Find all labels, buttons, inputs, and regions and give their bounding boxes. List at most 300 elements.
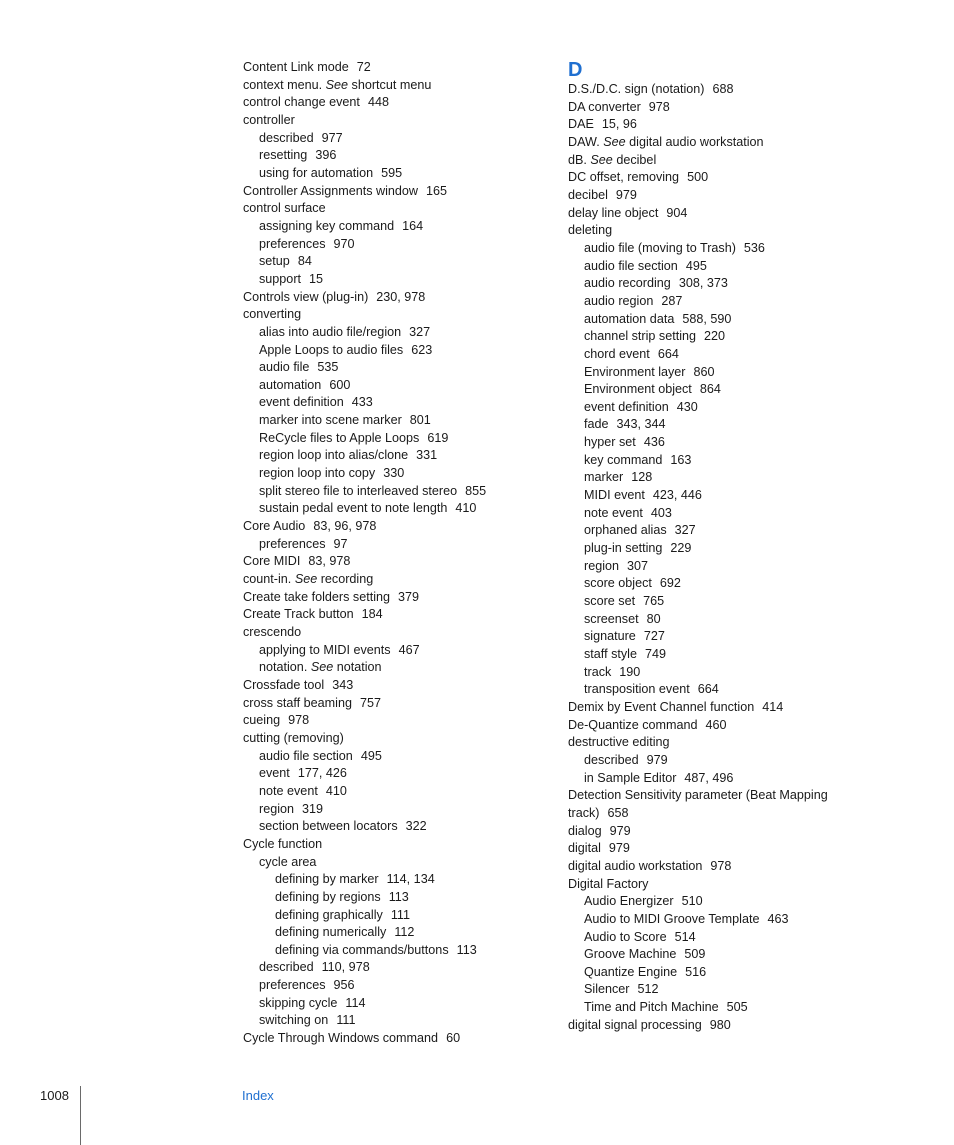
page-references: 110, 978 xyxy=(321,960,370,975)
page-references: 979 xyxy=(608,841,630,856)
index-entry xyxy=(568,505,868,523)
page-references: 165 xyxy=(426,183,448,198)
index-term: decibel xyxy=(568,187,608,202)
index-term: defining by regions xyxy=(275,889,381,904)
page-references: 319 xyxy=(302,801,324,816)
page-references: 60 xyxy=(446,1031,461,1046)
index-entry xyxy=(243,659,543,677)
index-entry xyxy=(243,306,543,324)
page-references: 220 xyxy=(704,329,726,344)
index-entry xyxy=(243,483,543,501)
see-target: digital audio workstation xyxy=(629,134,764,149)
index-entry xyxy=(243,730,543,748)
page-references: 510 xyxy=(681,894,703,909)
index-column-right xyxy=(568,59,868,1034)
index-entry xyxy=(243,801,543,819)
page-references: 688 xyxy=(712,82,734,96)
page-references: 535 xyxy=(317,360,339,375)
page-references: 664 xyxy=(657,346,679,361)
index-term: Controls view (plug-in) xyxy=(243,289,369,304)
index-term: crescendo xyxy=(243,625,302,639)
page-references: 487, 496 xyxy=(684,770,734,785)
index-entry xyxy=(243,589,543,607)
page-references: 460 xyxy=(705,717,727,732)
index-term: delay line object xyxy=(568,205,659,220)
page-references: 536 xyxy=(743,240,765,255)
index-term: chord event xyxy=(584,346,650,361)
index-entry xyxy=(568,328,868,346)
page-references: 509 xyxy=(684,947,706,962)
see-target: notation xyxy=(336,660,382,675)
page-references: 978 xyxy=(710,858,732,873)
index-term: defining graphically xyxy=(275,907,383,922)
index-entry xyxy=(243,924,543,942)
index-entry xyxy=(243,94,543,112)
index-entry xyxy=(568,540,868,558)
index-term: alias into audio file/region xyxy=(259,324,402,339)
see-target: shortcut menu xyxy=(351,77,432,92)
index-entry xyxy=(243,218,543,236)
index-term: note event xyxy=(259,783,318,798)
index-term: Audio to Score xyxy=(584,929,667,944)
page-references: 307 xyxy=(627,558,649,573)
page-references: 500 xyxy=(687,170,709,185)
index-term: channel strip setting xyxy=(584,329,697,344)
page-references: 84 xyxy=(297,254,312,269)
index-term: skipping cycle xyxy=(259,995,338,1010)
index-entry xyxy=(568,981,868,999)
index-entries-d xyxy=(568,81,868,1034)
index-entry xyxy=(568,628,868,646)
see-target: recording xyxy=(320,572,374,587)
page-references: 977 xyxy=(321,130,343,145)
page-references: 979 xyxy=(615,187,637,202)
index-term: preferences xyxy=(259,536,326,551)
index-term: key command xyxy=(584,452,663,467)
see-reference: See xyxy=(310,660,334,675)
index-entry xyxy=(243,500,543,518)
index-term: hyper set xyxy=(584,435,636,450)
page-references: 15, 96 xyxy=(601,117,637,132)
index-entry xyxy=(568,205,868,223)
index-entry xyxy=(243,695,543,713)
index-term: score object xyxy=(584,576,652,591)
index-term: region loop into alias/clone xyxy=(259,448,409,463)
page-references: 516 xyxy=(685,964,707,979)
index-entry xyxy=(568,664,868,682)
index-term: fade xyxy=(584,417,609,432)
index-entry xyxy=(568,81,868,99)
index-entry xyxy=(568,381,868,399)
page-references: 164 xyxy=(402,218,424,233)
index-term: section between locators xyxy=(259,819,398,834)
index-entry xyxy=(568,929,868,947)
page-references: 448 xyxy=(367,95,389,110)
index-entry xyxy=(243,1012,543,1030)
page-references: 512 xyxy=(637,982,659,997)
index-term: Create take folders setting xyxy=(243,589,391,604)
index-term: Quantize Engine xyxy=(584,964,678,979)
index-entry xyxy=(243,889,543,907)
index-term: ReCycle files to Apple Loops xyxy=(259,430,420,445)
index-term: De-Quantize command xyxy=(568,717,698,732)
index-entry xyxy=(568,575,868,593)
page-references: 978 xyxy=(648,99,670,114)
index-entry xyxy=(568,293,868,311)
page-references: 343 xyxy=(332,677,354,692)
page-references: 979 xyxy=(609,823,631,838)
index-term: automation xyxy=(259,377,322,392)
index-entry xyxy=(243,871,543,889)
index-entry xyxy=(568,876,868,894)
index-entry xyxy=(243,854,543,872)
index-entry xyxy=(568,823,868,841)
index-entry xyxy=(243,447,543,465)
index-term: Apple Loops to audio files xyxy=(259,342,404,357)
index-term: Controller Assignments window xyxy=(243,183,418,198)
index-term: controller xyxy=(243,112,295,127)
index-term: Audio Energizer xyxy=(584,894,674,909)
index-term: signature xyxy=(584,629,636,644)
page-references: 15 xyxy=(309,271,324,286)
section-letter: D xyxy=(568,59,583,81)
index-entry xyxy=(243,377,543,395)
index-entry xyxy=(243,959,543,977)
page-references: 163 xyxy=(670,452,692,467)
index-term: preferences xyxy=(259,978,326,993)
page-references: 495 xyxy=(685,258,707,273)
page-references: 495 xyxy=(360,748,382,763)
page-references: 979 xyxy=(646,752,668,767)
page-references: 436 xyxy=(643,435,665,450)
index-entry xyxy=(568,840,868,858)
index-term: Detection Sensitivity parameter (Beat Mapping track) xyxy=(568,788,828,820)
index-term: Cycle Through Windows command xyxy=(243,1031,439,1046)
index-entry xyxy=(568,346,868,364)
page-references: 128 xyxy=(631,470,653,485)
index-term: Digital Factory xyxy=(568,876,649,891)
index-entry xyxy=(243,271,543,289)
index-entry xyxy=(568,469,868,487)
index-term: region xyxy=(584,558,620,573)
index-entry xyxy=(568,787,858,822)
see-reference: See xyxy=(325,77,349,92)
see-reference: See xyxy=(603,134,626,149)
index-term: MIDI event xyxy=(584,488,645,503)
index-term: setup xyxy=(259,254,290,269)
index-term: Groove Machine xyxy=(584,947,677,962)
index-entry xyxy=(568,699,868,717)
index-entry xyxy=(243,342,543,360)
index-term: split stereo file to interleaved stereo xyxy=(259,483,458,498)
index-entry xyxy=(568,646,868,664)
page-references: 970 xyxy=(333,236,355,251)
index-entry xyxy=(568,416,868,434)
index-term: defining by marker xyxy=(275,872,379,887)
index-entry xyxy=(243,783,543,801)
index-entry xyxy=(568,116,868,134)
page-references: 330 xyxy=(383,466,405,481)
index-entry xyxy=(568,858,868,876)
index-term: support xyxy=(259,271,302,286)
index-entry xyxy=(568,311,868,329)
index-entry xyxy=(243,130,543,148)
page-number: 1008 xyxy=(40,1088,69,1103)
index-term: region xyxy=(259,801,295,816)
index-term: resetting xyxy=(259,148,308,163)
page-references: 83, 96, 978 xyxy=(313,519,377,534)
index-entry xyxy=(568,770,868,788)
index-term: cycle area xyxy=(259,854,317,869)
see-target: decibel xyxy=(616,152,657,167)
index-term: notation. xyxy=(259,660,308,675)
page-references: 343, 344 xyxy=(616,417,666,432)
page-references: 331 xyxy=(416,448,438,463)
index-term: audio file (moving to Trash) xyxy=(584,240,736,255)
index-term: converting xyxy=(243,307,302,322)
index-entry xyxy=(243,324,543,342)
page-references: 757 xyxy=(359,695,381,710)
index-term: defining numerically xyxy=(275,925,387,940)
page-references: 423, 446 xyxy=(652,488,702,503)
index-term: DC offset, removing xyxy=(568,170,680,185)
index-entry xyxy=(243,359,543,377)
index-entry xyxy=(568,964,868,982)
index-term: described xyxy=(584,752,639,767)
page-references: 904 xyxy=(666,205,688,220)
index-entry xyxy=(568,946,868,964)
index-term: note event xyxy=(584,505,643,520)
page-references: 327 xyxy=(409,324,431,339)
index-term: deleting xyxy=(568,223,613,238)
index-term: event definition xyxy=(584,399,669,414)
index-entry xyxy=(243,977,543,995)
index-entry xyxy=(243,289,543,307)
page-references: 588, 590 xyxy=(682,311,732,326)
index-term: automation data xyxy=(584,311,675,326)
page-references: 111 xyxy=(336,1013,356,1028)
index-entry xyxy=(243,59,543,77)
see-reference: See xyxy=(590,152,613,167)
index-term: DAW. xyxy=(568,134,600,149)
index-term: cross staff beaming xyxy=(243,695,352,710)
page-references: 433 xyxy=(351,395,373,410)
index-term: Cycle function xyxy=(243,836,323,851)
section-label: Index xyxy=(242,1088,274,1103)
index-term: audio file xyxy=(259,360,310,375)
page-references: 80 xyxy=(646,611,661,626)
footer-divider xyxy=(80,1086,81,1145)
page-references: 623 xyxy=(411,342,433,357)
page-references: 114 xyxy=(345,995,366,1010)
page-references: 463 xyxy=(767,911,789,926)
index-term: in Sample Editor xyxy=(584,770,677,785)
page-references: 403 xyxy=(650,505,672,520)
page-references: 980 xyxy=(709,1017,731,1032)
page-references: 692 xyxy=(659,576,681,591)
page-references: 978 xyxy=(288,713,310,728)
index-entry xyxy=(243,995,543,1013)
index-entry xyxy=(243,765,543,783)
index-term: DAE xyxy=(568,117,594,132)
index-term: Environment object xyxy=(584,382,692,397)
index-entry xyxy=(243,465,543,483)
index-term: using for automation xyxy=(259,165,374,180)
index-entry xyxy=(243,77,543,95)
index-entry xyxy=(568,169,868,187)
index-entry xyxy=(243,183,543,201)
index-entry xyxy=(568,1017,868,1035)
index-entry xyxy=(568,152,868,170)
page-references: 664 xyxy=(697,682,719,697)
index-entry xyxy=(243,165,543,183)
index-term: D.S./D.C. sign (notation) xyxy=(568,82,705,96)
index-term: marker xyxy=(584,470,624,485)
index-term: event xyxy=(259,766,290,781)
index-term: Core Audio xyxy=(243,519,306,534)
index-entry xyxy=(568,911,868,929)
index-entry xyxy=(243,536,543,554)
index-entry xyxy=(568,893,868,911)
index-term: preferences xyxy=(259,236,326,251)
index-entry xyxy=(243,1030,543,1048)
page-references: 860 xyxy=(693,364,715,379)
page-references: 97 xyxy=(333,536,348,551)
index-term: Create Track button xyxy=(243,607,354,622)
index-term: marker into scene marker xyxy=(259,413,402,428)
index-entry xyxy=(243,907,543,925)
page-references: 113 xyxy=(388,889,409,904)
page-references: 619 xyxy=(427,430,449,445)
index-entry xyxy=(243,430,543,448)
index-entry xyxy=(568,99,868,117)
index-term: DA converter xyxy=(568,99,641,114)
index-entry xyxy=(243,606,543,624)
index-term: destructive editing xyxy=(568,735,670,750)
page-references: 322 xyxy=(405,819,427,834)
page-references: 111 xyxy=(390,907,410,922)
page-references: 855 xyxy=(465,483,487,498)
index-entry xyxy=(568,611,868,629)
index-entry xyxy=(568,452,868,470)
index-entry xyxy=(243,253,543,271)
index-entry xyxy=(568,275,868,293)
index-term: screenset xyxy=(584,611,639,626)
page-references: 727 xyxy=(643,629,665,644)
index-term: Content Link mode xyxy=(243,60,349,74)
index-entry xyxy=(243,836,543,854)
index-term: described xyxy=(259,130,314,145)
index-entry xyxy=(568,364,868,382)
index-term: control change event xyxy=(243,95,360,110)
index-entry xyxy=(243,394,543,412)
index-term: event definition xyxy=(259,395,344,410)
index-entry xyxy=(568,522,868,540)
index-entry xyxy=(568,434,868,452)
page-references: 765 xyxy=(643,594,665,609)
page-references: 308, 373 xyxy=(678,276,728,291)
index-entry xyxy=(243,677,543,695)
index-entry xyxy=(568,558,868,576)
index-term: transposition event xyxy=(584,682,690,697)
index-entry xyxy=(568,134,868,152)
page-references: 327 xyxy=(674,523,696,538)
index-term: Crossfade tool xyxy=(243,677,325,692)
index-entry xyxy=(243,147,543,165)
index-term: applying to MIDI events xyxy=(259,642,391,657)
index-term: digital audio workstation xyxy=(568,858,703,873)
page-references: 287 xyxy=(661,293,683,308)
index-entry xyxy=(243,200,543,218)
index-column-left xyxy=(243,59,543,1048)
page-references: 467 xyxy=(398,642,420,657)
page-references: 600 xyxy=(329,377,351,392)
index-term: described xyxy=(259,960,314,975)
index-term: orphaned alias xyxy=(584,523,667,538)
index-term: Time and Pitch Machine xyxy=(584,1000,719,1015)
index-term: defining via commands/buttons xyxy=(275,942,449,957)
index-term: cutting (removing) xyxy=(243,730,344,745)
page-references: 430 xyxy=(676,399,698,414)
index-entry xyxy=(568,222,868,240)
index-entry xyxy=(243,748,543,766)
page-references: 112 xyxy=(394,925,415,940)
index-term: audio recording xyxy=(584,276,671,291)
page-references: 177, 426 xyxy=(297,766,347,781)
index-entry xyxy=(568,999,868,1017)
index-entry xyxy=(568,258,868,276)
page-references: 595 xyxy=(381,165,403,180)
index-entry xyxy=(568,487,868,505)
index-entry xyxy=(243,624,543,642)
index-term: audio file section xyxy=(259,748,353,763)
index-entry xyxy=(243,553,543,571)
index-term: digital xyxy=(568,841,601,856)
index-term: track xyxy=(584,664,612,679)
page-references: 410 xyxy=(325,783,347,798)
index-term: cueing xyxy=(243,713,281,728)
index-entry xyxy=(243,412,543,430)
index-entry xyxy=(568,734,868,752)
index-term: audio region xyxy=(584,293,654,308)
index-entry xyxy=(568,399,868,417)
index-term: dialog xyxy=(568,823,602,838)
page-references: 190 xyxy=(619,664,641,679)
page-references: 184 xyxy=(361,607,383,622)
index-entry xyxy=(568,187,868,205)
page-references: 113 xyxy=(456,942,477,957)
page-references: 658 xyxy=(607,805,629,820)
page-references: 749 xyxy=(644,647,666,661)
index-term: dB. xyxy=(568,152,587,167)
index-entry xyxy=(243,818,543,836)
index-term: Core MIDI xyxy=(243,554,301,569)
index-term: region loop into copy xyxy=(259,466,376,481)
page-references: 72 xyxy=(356,60,371,74)
index-entry xyxy=(243,518,543,536)
index-entry xyxy=(243,942,543,960)
index-entry xyxy=(568,717,868,735)
index-entry xyxy=(568,593,868,611)
see-reference: See xyxy=(294,572,318,587)
index-term: Environment layer xyxy=(584,364,686,379)
index-term: Demix by Event Channel function xyxy=(568,699,755,714)
index-term: plug-in setting xyxy=(584,541,663,556)
index-entry xyxy=(243,236,543,254)
index-term: assigning key command xyxy=(259,218,395,233)
index-term: staff style xyxy=(584,647,637,661)
page-references: 229 xyxy=(670,541,692,556)
